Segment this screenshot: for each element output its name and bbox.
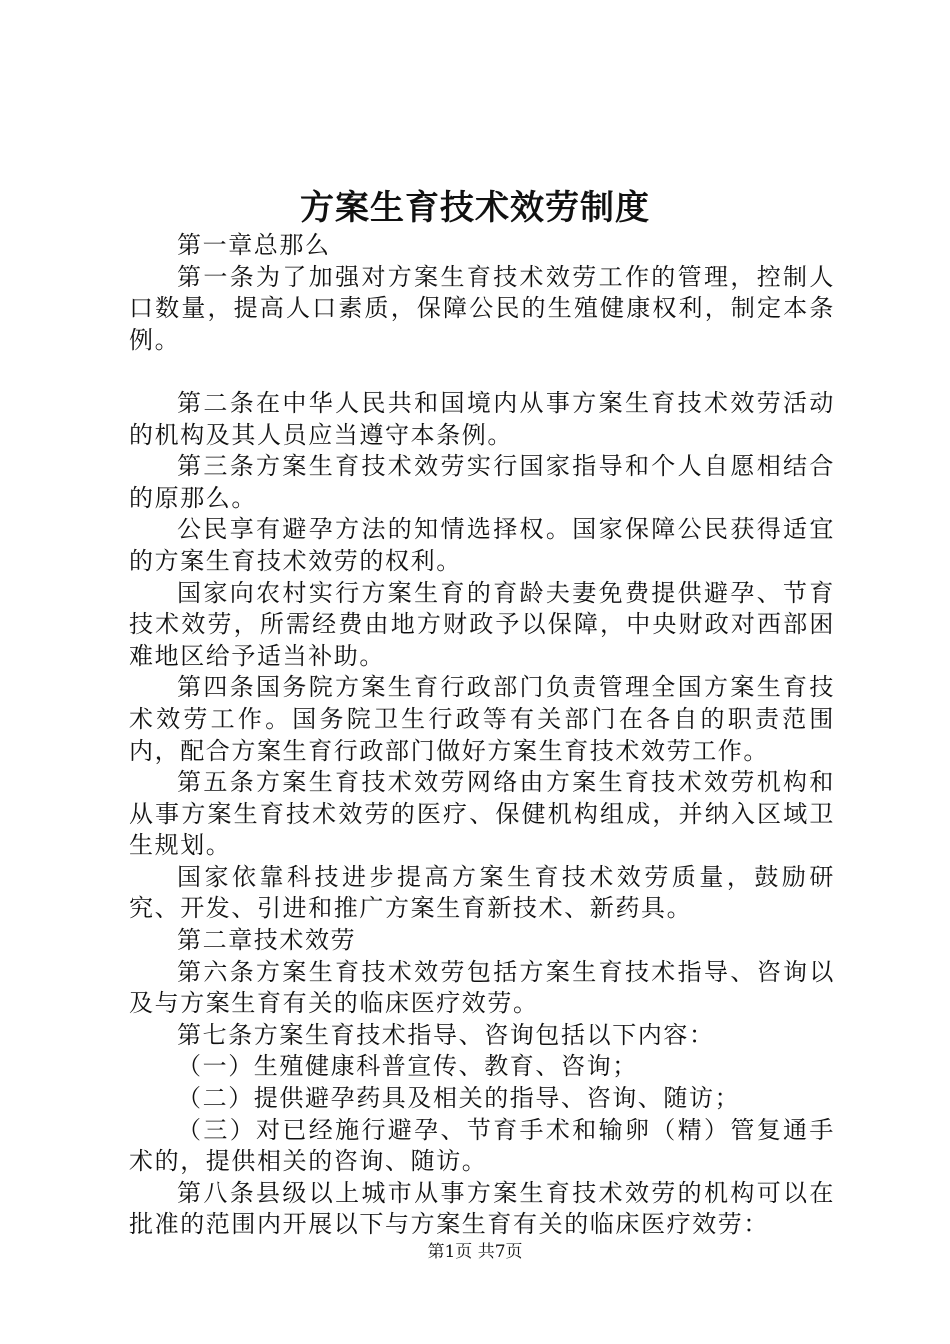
paragraph: 第一条为了加强对方案生育技术效劳工作的管理，控制人口数量，提高人口素质，保障公民的生殖健康权利，制定本条例。 xyxy=(129,262,835,354)
paragraph: 第四条国务院方案生育行政部门负责管理全国方案生育技术效劳工作。国务院卫生行政等有关部门在各自的职责范围内，配合方案生育行政部门做好方案生育技术效劳工作。 xyxy=(129,673,835,765)
document-body xyxy=(129,230,835,1241)
list-item: （三）对已经施行避孕、节育手术和输卵（精）管复通手术的，提供相关的咨询、随访。 xyxy=(129,1115,835,1176)
page-title: 方案生育技术效劳制度 xyxy=(300,188,650,228)
paragraph: 第六条方案生育技术效劳包括方案生育技术指导、咨询以及与方案生育有关的临床医疗效劳。 xyxy=(129,957,835,1018)
paragraph: 国家依靠科技进步提高方案生育技术效劳质量，鼓励研究、开发、引进和推广方案生育新技术、新药具。 xyxy=(129,862,835,923)
page-number: 第1页 共7页 xyxy=(427,1242,523,1262)
paragraph: 国家向农村实行方案生育的育龄夫妻免费提供避孕、节育技术效劳，所需经费由地方财政予以保障，中央财政对西部困难地区给予适当补助。 xyxy=(129,578,835,670)
list-item: （二）提供避孕药具及相关的指导、咨询、随访； xyxy=(177,1084,741,1113)
paragraph: 公民享有避孕方法的知情选择权。国家保障公民获得适宜的方案生育技术效劳的权利。 xyxy=(129,515,835,575)
list-item: （一）生殖健康科普宣传、教育、咨询； xyxy=(177,1052,638,1081)
paragraph: 第三条方案生育技术效劳实行国家指导和个人自愿相结合的原那么。 xyxy=(129,452,835,512)
chapter-heading: 第二章技术效劳 xyxy=(177,926,357,955)
paragraph: 第五条方案生育技术效劳网络由方案生育技术效劳机构和从事方案生育技术效劳的医疗、保健机构组成，并纳入区域卫生规划。 xyxy=(129,768,835,860)
paragraph: 第八条县级以上城市从事方案生育技术效劳的机构可以在批准的范围内开展以下与方案生育有关的临床医疗效劳： xyxy=(129,1178,835,1239)
paragraph: 第二条在中华人民共和国境内从事方案生育技术效劳活动的机构及其人员应当遵守本条例。 xyxy=(129,388,835,449)
chapter-heading: 第一章总那么 xyxy=(177,231,331,259)
paragraph: 第七条方案生育技术指导、咨询包括以下内容： xyxy=(177,1020,715,1049)
